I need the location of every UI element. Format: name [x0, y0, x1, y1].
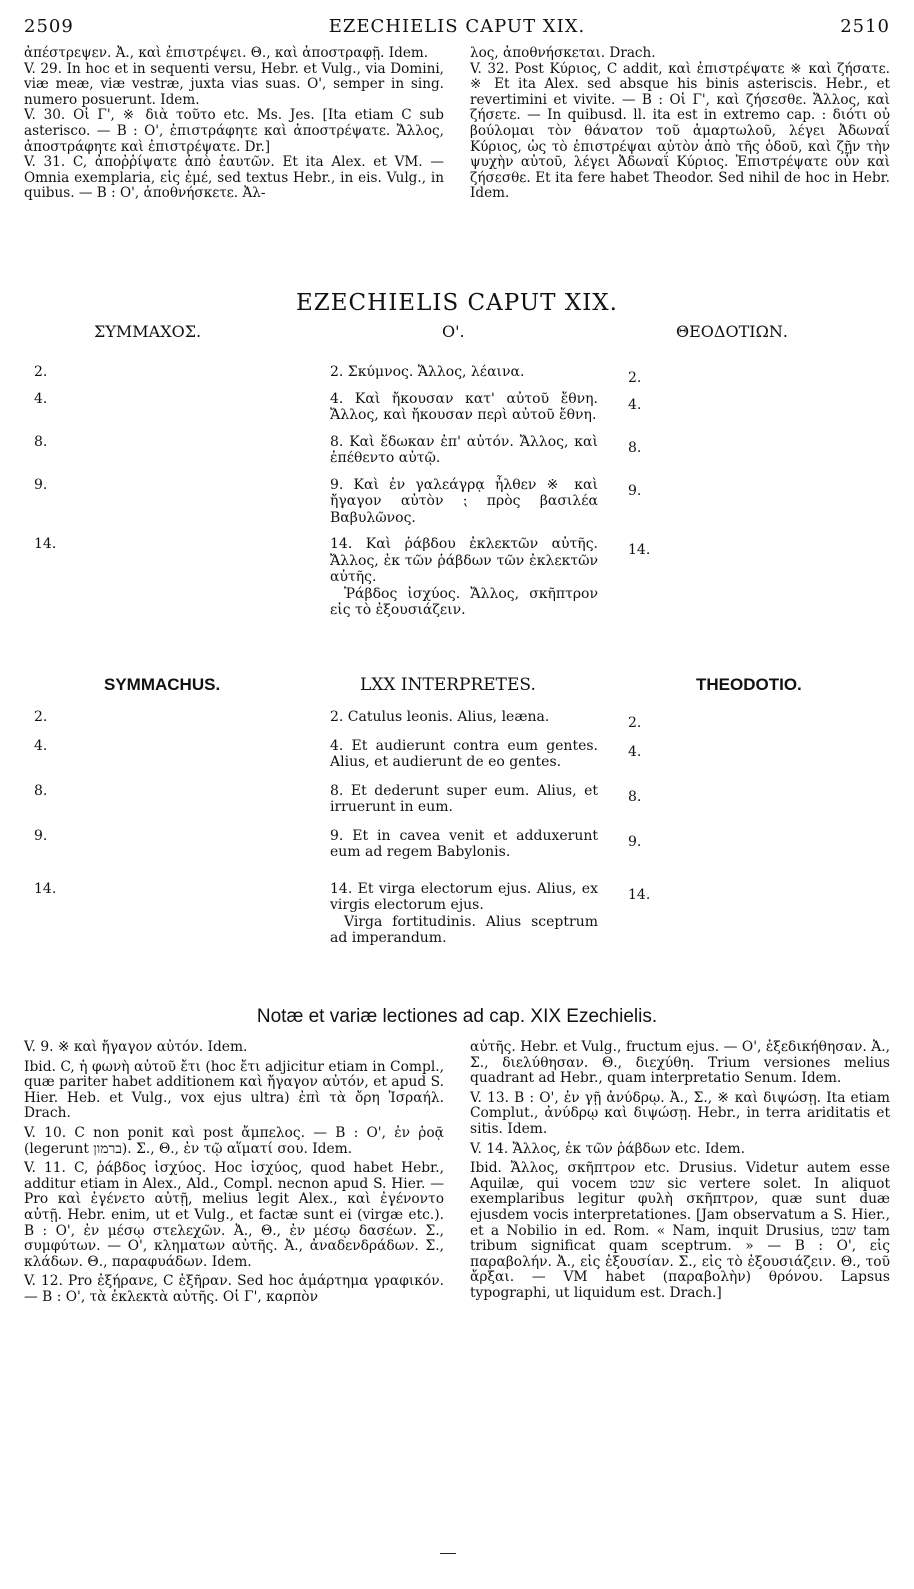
- top-left-column: [24, 46, 444, 202]
- verse-text: [330, 477, 598, 527]
- verse-number-theodotion: 4.: [628, 743, 642, 760]
- verse-text: [330, 536, 598, 619]
- verse-number-theodotion: 2.: [628, 370, 642, 386]
- verse-text: [330, 881, 598, 947]
- verse-text: [330, 709, 598, 726]
- verse-text: [330, 783, 598, 816]
- verse-number-symmachus: 2.: [34, 709, 48, 725]
- note: V. 12. Pro ἐξήρανε, C ἐξῆραν. Sed hoc ἁμάρτημα γραφικόν. — B : O', τὰ ἐκλεκτὰ αὐτῆς. Οἱ Γ', καρπὸν: [24, 1273, 444, 1305]
- verse-row: [24, 709, 890, 731]
- header-lxx: LXX INTERPRETES.: [360, 675, 536, 695]
- note: αὐτῆς. Hebr. et Vulg., fructum ejus. — O', ἐξεδικήθησαν. Ἀ., Σ., διελύθησαν. Θ., διεχύθη. Trium versiones melius quadrant ad Hebr., quam interpretatio Senum. Idem.: [470, 1039, 890, 1087]
- notes-left-column: [24, 1040, 444, 1310]
- footer-rule: [440, 1553, 456, 1554]
- header-symmachus: ΣΥΜΜΑΧΟΣ.: [94, 322, 202, 341]
- verse-number-theodotion: 2.: [628, 715, 642, 731]
- header-symmachus: SYMMACHUS.: [104, 675, 221, 694]
- running-head: [24, 16, 890, 40]
- greek-hexapla-block: [24, 322, 890, 619]
- chapter-heading: EZECHIELIS CAPUT XIX.: [296, 290, 618, 316]
- running-title: EZECHIELIS CAPUT XIX.: [328, 16, 586, 37]
- paragraph: V. 29. In hoc et in sequenti versu, Hebr. et Vulg., via Domini, viæ meæ, viæ vestræ, juxta vias suas. O', semper in sing. numero posuerunt. Idem.: [24, 60, 444, 108]
- verse-number-theodotion: 8.: [628, 788, 642, 805]
- verse-line: 8. Καὶ ἔδωκαν ἐπ' αὐτόν. Ἄλλος, καὶ ἐπέθεντο αὐτῷ.: [330, 433, 598, 466]
- notes-right-column: [470, 1040, 890, 1310]
- verse-number-symmachus: 14.: [34, 880, 57, 897]
- paragraph: ἀπέστρεψεν. Ἀ., καὶ ἐπιστρέψει. Θ., καὶ ἀποστραφῇ. Idem.: [24, 45, 429, 61]
- header-theodotion: ΘΕΟΔΟΤΙΩΝ.: [676, 322, 788, 341]
- verse-row: [24, 536, 890, 619]
- verse-row: [24, 364, 890, 386]
- verse-text: [330, 434, 598, 467]
- verse-number-theodotion: 9.: [628, 482, 642, 499]
- verse-text: [330, 364, 598, 381]
- paragraph: λος, ἀποθνήσκεται. Drach.: [470, 45, 656, 61]
- verse-number-symmachus: 2.: [34, 364, 48, 380]
- verse-number-symmachus: 4.: [34, 737, 48, 754]
- verse-line: 14. Et virga electorum ejus. Alius, ex virgis electorum ejus.: [330, 880, 598, 913]
- page-number-left: 2509: [24, 16, 74, 37]
- note: V. 13. B : O', ἐν γῇ ἀνύδρῳ. Ἀ., Σ., ※ καὶ διψώσῃ. Ita etiam Complut., ἀνύδρῳ καὶ διψώσῃ. Hebr., in terra ariditatis et sitis. Idem.: [470, 1089, 890, 1137]
- column-headers: [24, 675, 890, 703]
- latin-hexapla-block: [24, 675, 890, 947]
- verse-line: 14. Καὶ ῥάβδου ἐκλεκτῶν αὐτῆς. Ἄλλος, ἐκ τῶν ῥάβδων τῶν ἐκλεκτῶν αὐτῆς.: [330, 536, 598, 585]
- header-lxx: Ο'.: [442, 322, 465, 341]
- page-number-right: 2510: [840, 16, 890, 37]
- verse-line: 9. Καὶ ἐν γαλεάγρᾳ ἦλθεν ※ καὶ ἤγαγον αὐτὸν ⁏ πρὸς βασιλέα Βαβυλῶνος.: [330, 476, 598, 526]
- notes-section: [24, 1040, 890, 1310]
- verse-line: 4. Et audierunt contra eum gentes. Alius, et audierunt de eo gentes.: [330, 737, 598, 770]
- verse-row: [24, 477, 890, 527]
- verse-number-symmachus: 4.: [34, 390, 48, 407]
- verse-line: 9. Et in cavea venit et adduxerunt eum ad regem Babylonis.: [330, 827, 598, 860]
- verse-line: 8. Et dederunt super eum. Alius, et irruerunt in eum.: [330, 782, 598, 815]
- column-headers: [24, 322, 890, 350]
- paragraph: V. 32. Post Κύριος, C addit, καὶ ἐπιστρέψατε ※ καὶ ζήσατε. ※ Et ita Alex. sed absque his binis asteriscis. Hebr., et revertimini et vivite. — B : Οἱ Γ', καὶ ζήσεσθε. Ἄλλος, καὶ ζήσετε. — In quibusd. ll. ita est in extremo cap. : διότι οὐ βούλομαι τὸν θάνατον τοῦ ἁμαρτωλοῦ, λέγει Ἀδωναΐ Κύριος, ὡς τὸ ἐπιστρέψαι αὐτὸν ἀπὸ τῆς ὁδοῦ, καὶ ζῆν τὴν ψυχὴν αὐτοῦ, λέγει Ἀδωναΐ Κύριος. Ἐπιστρέψατε οὖν καὶ ζήσεσθε. Et ita fere habet Theodor. Sed nihil de hoc in Hebr. Idem.: [470, 60, 890, 202]
- verse-number-theodotion: 8.: [628, 439, 642, 456]
- note: V. 10. C non ponit καὶ post ἄμπελος. — B : O', ἐν ῥοᾷ (legerunt ברמון). Σ., Θ., ἐν τῷ αἵματί σου. Idem.: [24, 1124, 444, 1157]
- verse-number-theodotion: 14.: [628, 886, 651, 903]
- verse-number-theodotion: 9.: [628, 833, 642, 850]
- note: Ibid. Ἄλλος, σκῆπτρον etc. Drusius. Videtur autem esse Aquilæ, qui vocem שבט sic vertere solet. In aliquot exemplaribus legitur φυλὴ σκῆπτρον, quæ sunt duæ ejusdem vocis interpretationes. [Jam observatum a S. Hier., et a Nobilio in ed. Rom. « Nam, inquit Drusius, שבט tam tribum significat quam sceptrum. » — B : O', εἰς παραβολήν. Ἀ., εἰς ἐξουσίαν. Σ., εἰς τὸ ἐξουσιάζειν. Θ., τοῦ ἄρξαι. — VM habet (παραβολὴν) θρόνου. Lapsus typographi, ut liquidum est. Drach.]: [470, 1160, 890, 1301]
- verse-number-symmachus: 8.: [34, 433, 48, 450]
- verse-number-symmachus: 9.: [34, 476, 48, 493]
- top-right-column: [470, 46, 890, 202]
- verse-text: [330, 828, 598, 861]
- note: V. 11. C, ῥάβδος ἰσχύος. Hoc ἰσχύος, quod habet Hebr., additur etiam in Alex., Ald., Compl. necnon apud S. Hier. — Pro καὶ ἐγένετο αὐτῇ, melius legit Alex., καὶ ἐγένοντο αὐτῇ. Hebr. enim, ut et Vulg., et factæ sunt ei (virgæ etc.). B : O', ἐν μέσῳ στελεχῶν. Ἀ., Θ., ἐν μέσῳ δασέων. Σ., συμφύτων. — O', κληματων αὐτῆς. Ἀ., ἀναδενδράδων. Σ., κλάδων. Θ., παραφυάδων. Idem.: [24, 1160, 444, 1270]
- verse-text: [330, 391, 598, 424]
- verse-line: Ῥάβδος ἰσχύος. Ἄλλος, σκῆπτρον εἰς τὸ ἐξουσιάζειν.: [330, 585, 598, 618]
- verse-row: [24, 434, 890, 467]
- verse-text: [330, 738, 598, 771]
- paragraph: V. 31. C, ἀποῤῥίψατε ἀπὸ ἑαυτῶν. Et ita Alex. et VM. — Omnia exemplaria, εἰς ἐμέ, sed textus Hebr., in eis. Vulg., in quibus. — B : O', ἀποθνήσκετε. Ἀλ-: [24, 154, 444, 202]
- verse-row: [24, 828, 890, 861]
- note: Ibid. C, ἡ φωνὴ αὐτοῦ ἔτι (hoc ἔτι adjicitur etiam in Compl., quæ pariter habet additionem καὶ ἤγαγον αὐτόν, et apud S. Hier. Heb. et Vulg., vox ejus ultra) ἐπὶ τὰ ὄρη Ἰσραήλ. Drach.: [24, 1058, 444, 1122]
- verse-line: Virga fortitudinis. Alius sceptrum ad imperandum.: [330, 913, 598, 946]
- verse-row: [24, 738, 890, 771]
- notes-heading: Notæ et variæ lectiones ad cap. XIX Ezechielis.: [256, 1006, 658, 1027]
- note: V. 9. ※ καὶ ἤγαγον αὐτόν. Idem.: [24, 1039, 248, 1055]
- verse-row: [24, 783, 890, 816]
- verse-row: [24, 881, 890, 947]
- verse-row: [24, 391, 890, 424]
- verse-number-symmachus: 9.: [34, 827, 48, 844]
- verse-number-symmachus: 14.: [34, 536, 57, 552]
- verse-line: 4. Καὶ ἤκουσαν κατ' αὐτοῦ ἔθνη. Ἄλλος, καὶ ἤκουσαν περὶ αὐτοῦ ἔθνη.: [330, 390, 598, 423]
- paragraph: V. 30. Οἱ Γ', ※ διὰ τοῦτο etc. Ms. Jes. [Ita etiam C sub asterisco. — B : O', ἐπιστράφητε καὶ ἀποστρέψατε. Ἄλλος, ἀποστράφητε καὶ ἐπιστρέψατε. Dr.]: [24, 107, 444, 155]
- verse-number-theodotion: 14.: [628, 542, 651, 558]
- top-continuation-text: [24, 46, 890, 202]
- verse-number-symmachus: 8.: [34, 782, 48, 799]
- verse-line: 2. Σκύμνος. Ἄλλος, λέαινα.: [330, 364, 525, 380]
- note: V. 14. Ἄλλος, ἐκ τῶν ῥάβδων etc. Idem.: [470, 1140, 745, 1157]
- verse-line: 2. Catulus leonis. Alius, leæna.: [330, 709, 550, 725]
- verse-number-theodotion: 4.: [628, 396, 642, 413]
- header-theodotion: THEODOTIO.: [696, 675, 802, 694]
